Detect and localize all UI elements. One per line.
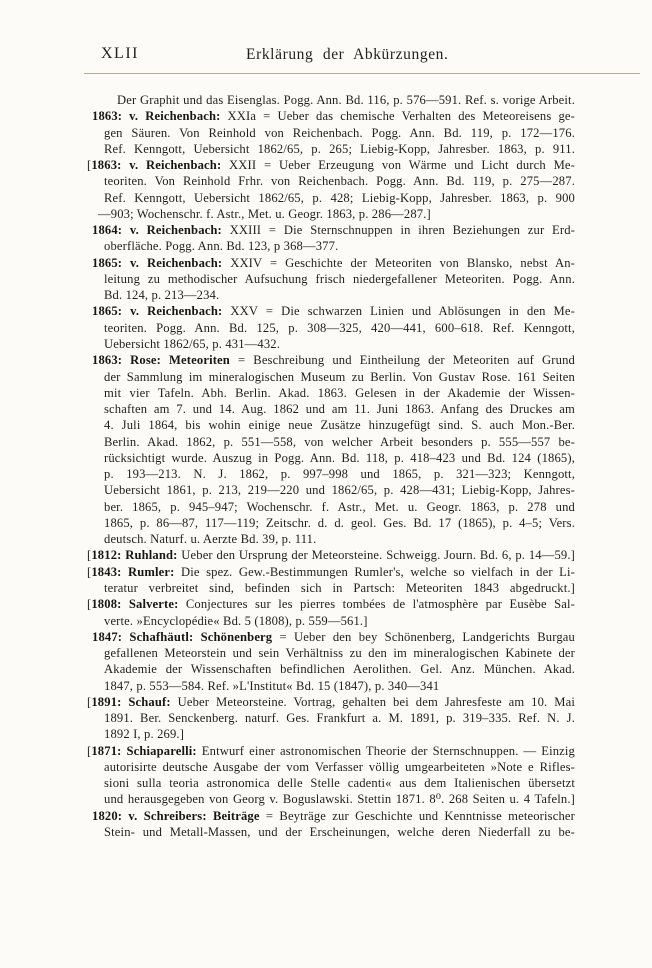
entry-label: 1863: v. Reichenbach: [92, 109, 221, 124]
text-segment: verte. »Encyclopédie« Bd. 5 (1808), p. 559—561.] [104, 613, 368, 628]
page-number: XLII [101, 45, 139, 62]
text-segment: Ueber den Ursprung der Meteorsteine. Schweigg. Journ. Bd. 6, p. 14—59.] [177, 548, 576, 563]
text-segment: = Beyträge zur Geschichte und Kenntnisse meteorischer [259, 808, 575, 823]
text-segment: XXIII = Die Sternschnuppen in ihren Beziehungen zur Erd- [221, 223, 575, 238]
text-segment: Stein- und Metall-Massen, und der Erscheinungen, welche deren Niederfall zu be- [104, 824, 575, 839]
text-line [104, 190, 575, 206]
text-segment: [ [87, 597, 92, 612]
text-segment: 1847, p. 553—584. Ref. »L'Institut« Bd. 15 (1847), p. 340—341 [104, 678, 440, 693]
text-line [104, 661, 575, 677]
entry-label: 1808: Salverte: [91, 597, 179, 612]
text-segment: Uebersicht 1862/65, p. 431—432. [104, 336, 281, 351]
text-line [104, 466, 575, 482]
text-segment: rücksichtigt wurde. Auszug in Pogg. Ann. Bd. 118, p. 418–423 und Bd. 124 (1865), [104, 450, 575, 465]
text-segment: deutsch. Naturf. u. Aerzte Bd. 39, p. 111. [104, 532, 317, 547]
text-line [87, 596, 575, 612]
text-segment: Entwurf einer astronomischen Theorie der Sternschnuppen. — Einzig [196, 743, 576, 758]
text-segment: Uebersicht 1861, p. 213, 219—220 und 1862/65, p. 428—431; Liebig-Kopp, Jahres- [104, 483, 575, 498]
text-segment: leitung zu methodischer Aufsuchung frisch niedergefallener Meteoriten. Pogg. Ann. [104, 271, 575, 286]
text-line [87, 157, 575, 173]
text-segment: gefallenen Meteorstein und sein Verhältniss zu den im mineralogischen Kabinete der [104, 646, 575, 661]
text-segment: = Ueber den bey Schönenberg, Landgerichts Burgau [272, 629, 575, 644]
text-segment: Ref. Kenngott, Uebersicht 1862/65, p. 428; Liebig-Kopp, Jahresber. 1863, p. 900 [104, 190, 575, 205]
text-line [104, 271, 575, 287]
text-line [104, 645, 575, 661]
text-segment: 1892 I, p. 269.] [104, 727, 185, 742]
text-segment: 1865, p. 86—87, 117—119; Zeitschr. d. d. geol. Ges. Bd. 17 (1865), p. 4–5; Vers. [104, 515, 575, 530]
text-segment: und herausgegeben von Georg v. Boguslawski. Stettin 1871. 8⁰. 268 Seiten u. 4 Tafeln.] [104, 792, 575, 807]
entry-label: 1864: v. Reichenbach: [92, 223, 222, 238]
text-line [92, 108, 575, 124]
text-line [104, 613, 575, 629]
page-title: Erklärung der Abkürzungen. [246, 46, 449, 63]
entry-label: 1863: v. Reichenbach: [91, 158, 222, 173]
text-line [92, 352, 575, 368]
entry-label: 1865: v. Reichenbach: [92, 255, 223, 270]
entry-label: 1812: Ruhland: [91, 548, 178, 563]
text-line [104, 369, 575, 385]
text-line [87, 564, 575, 580]
text-line [104, 336, 575, 352]
text-line [87, 743, 575, 759]
text-segment: —903; Wochenschr. f. Astr., Met. u. Geogr. 1863, p. 286—287.] [98, 206, 431, 221]
text-line [104, 385, 575, 401]
text-line [104, 824, 575, 840]
text-segment: [ [87, 564, 92, 579]
text-segment: Die spez. Gew.-Bestimmungen Rumler's, welche so vielfach in der Li- [174, 564, 575, 579]
text-line [104, 141, 575, 157]
entry-label: 1843: Rumler: [91, 564, 175, 579]
entry-label: 1820: v. Schreibers: Beiträge [92, 808, 260, 823]
text-segment: [ [87, 694, 92, 709]
text-line [104, 678, 575, 694]
text-line [92, 303, 575, 319]
text-line [98, 206, 575, 222]
text-line [104, 125, 575, 141]
text-segment: Ueber Meteorsteine. Vortrag, gehalten bei dem Jahresfeste am 10. Mai [170, 694, 575, 709]
text-segment: 4. Juli 1864, bis wohin einige neue Zusätze hinzugefügt sind. S. auch Mon.-Ber. [104, 418, 575, 433]
text-line [87, 547, 575, 563]
text-line [104, 238, 575, 254]
entry-label: 1863: Rose: Meteoriten [92, 353, 230, 368]
text-segment: mit vier Tafeln. Abh. Berlin. Akad. 1863. Gelesen in der Akademie der Wissen- [104, 385, 575, 400]
text-line [104, 791, 575, 807]
text-segment: Conjectures sur les pierres tombées de l'atmosphère par Eusèbe Sal- [178, 597, 575, 612]
text-line [104, 710, 575, 726]
text-segment: Ref. Kenngott, Uebersicht 1862/65, p. 265; Liebig-Kopp, Jahresber. 1863, p. 911. [104, 141, 575, 156]
text-line [104, 450, 575, 466]
text-line [104, 531, 575, 547]
entry-label: 1865: v. Reichenbach: [92, 304, 223, 319]
entry-label: 1847: Schafhäutl: Schönenberg [92, 629, 273, 644]
text-segment: XXV = Die schwarzen Linien und Ablösungen in den Me- [222, 304, 575, 319]
text-segment: ber. 1865, p. 945–947; Wochenschr. f. Astr., Met. u. Geogr. 1863, p. 278 und [104, 499, 575, 514]
text-line [104, 726, 575, 742]
text-segment: XXIV = Geschichte der Meteoriten von Blansko, nebst An- [222, 255, 575, 270]
text-segment: teoriten. Von Reinhold Frhr. von Reichenbach. Pogg. Ann. Bd. 119, p. 275—287. [104, 174, 575, 189]
text-segment: der Sammlung im mineralogischen Museum zu Berlin. Von Gustav Rose. 161 Seiten [104, 369, 575, 384]
entry-label: 1891: Schauf: [91, 694, 171, 709]
text-segment: Berlin. Akad. 1862, p. 551—558, von welcher Arbeit besonders p. 555—557 be- [104, 434, 575, 449]
text-line [104, 515, 575, 531]
text-line [104, 320, 575, 336]
text-segment: [ [87, 743, 92, 758]
text-block [87, 92, 576, 840]
text-line [104, 287, 575, 303]
text-segment: gen Säuren. Von Reinhold von Reichenbach. Pogg. Ann. Bd. 119, p. 172—176. [104, 125, 575, 140]
text-line [104, 775, 575, 791]
text-line [104, 759, 575, 775]
text-line [92, 629, 575, 645]
text-line [92, 255, 575, 271]
text-segment: schaften am 7. und 14. Aug. 1862 und am 11. Juni 1863. Anfang des Druckes am [104, 402, 575, 417]
text-line [87, 694, 575, 710]
text-line [104, 434, 575, 450]
text-line [104, 401, 575, 417]
text-segment: teratur verbreitet sind, befinden sich in Partsch: Meteoriten 1843 abgedruckt.] [104, 580, 575, 595]
text-segment: XXIa = Ueber das chemische Verhalten des Meteoreisens ge- [220, 109, 575, 124]
text-segment: [ [87, 548, 92, 563]
text-line [92, 808, 575, 824]
text-segment: XXII = Ueber Erzeugung von Wärme und Licht durch Me- [221, 158, 575, 173]
text-segment: Akademie der Wissenschaften befindlichen Aerolithen. Gel. Anz. München. Akad. [104, 662, 575, 677]
text-segment: 1891. Ber. Senckenberg. naturf. Ges. Frankfurt a. M. 1891, p. 319–335. Ref. N. J. [104, 711, 575, 726]
text-segment: teoriten. Pogg. Ann. Bd. 125, p. 308—325, 420—441, 600–618. Ref. Kenngott, [104, 320, 575, 335]
text-line [92, 222, 575, 238]
text-line [104, 173, 575, 189]
text-segment: = Beschreibung und Eintheilung der Meteoriten auf Grund [229, 353, 575, 368]
text-segment: Bd. 124, p. 213—234. [104, 288, 220, 303]
text-segment: autorisirte deutsche Ausgabe der vom Verfasser völlig umgearbeiteten »Note e Rifles- [104, 759, 575, 774]
text-line [104, 499, 575, 515]
text-line [104, 580, 575, 596]
text-segment: oberfläche. Pogg. Ann. Bd. 123, p 368—377. [104, 239, 339, 254]
text-segment: Der Graphit und das Eisenglas. Pogg. Ann. Bd. 116, p. 576—591. Ref. s. vorige Arbeit. [117, 93, 575, 107]
text-segment: p. 193—213. N. J. 1862, p. 997–998 und 1865, p. 321—323; Kenngott, [104, 467, 575, 482]
text-line [104, 417, 575, 433]
entry-label: 1871: Schiaparelli: [91, 743, 197, 758]
text-segment: sioni sulla teoria astronomica delle Stelle cadenti« aus dem Italienischen übersetzt [104, 776, 575, 791]
text-line [104, 482, 575, 498]
text-line [117, 92, 575, 108]
header-rule [84, 73, 640, 74]
text-segment: [ [87, 158, 92, 173]
